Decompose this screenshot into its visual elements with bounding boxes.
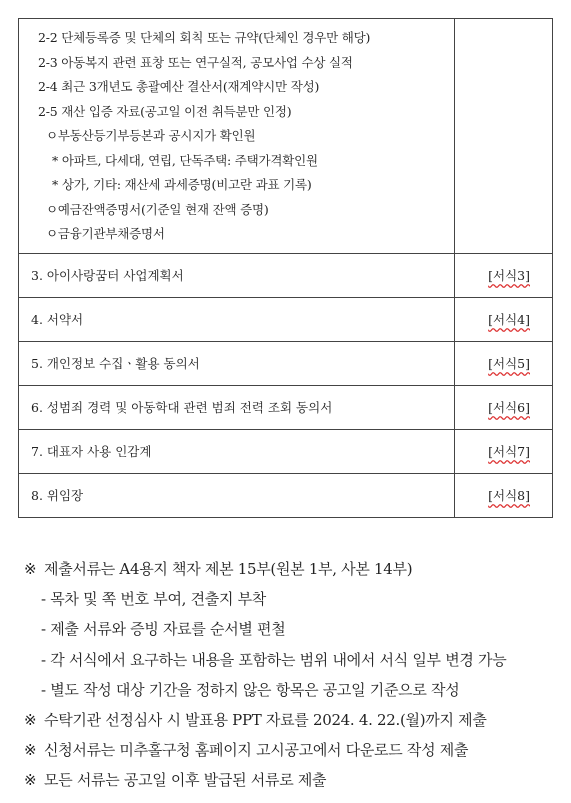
- sub-item: 2-4 최근 3개년도 총괄예산 결산서(재계약시만 작성): [38, 79, 320, 94]
- document-label: 6. 성범죄 경력 및 아동학대 관련 범죄 전력 조회 동의서: [19, 385, 455, 429]
- table-row: [19, 473, 553, 517]
- form-reference: [서식3]: [488, 268, 530, 283]
- reference-mark: ※: [24, 710, 37, 729]
- sub-item: ㅇ부동산등기부등본과 공시지가 확인원: [46, 128, 256, 143]
- table-row: [19, 297, 553, 341]
- submission-notes: [24, 554, 554, 796]
- document-label: 8. 위임장: [19, 473, 455, 517]
- sub-item: 2-2 단체등록증 및 단체의 회칙 또는 규약(단체인 경우만 해당): [38, 30, 371, 45]
- document-label: 3. 아이사랑꿈터 사업계획서: [19, 253, 455, 297]
- required-documents-table: [18, 18, 553, 518]
- note-text: 수탁기관 선정심사 시 발표용 PPT 자료를 2024. 4. 22.(월)까지 제출: [44, 710, 487, 729]
- table-row: [19, 429, 553, 473]
- note-text: 모든 서류는 공고일 이후 발급된 서류로 제출: [44, 771, 327, 790]
- sub-item: 2-3 아동복지 관련 표창 또는 연구실적, 공모사업 수상 실적: [38, 54, 353, 70]
- table-row: [19, 253, 553, 297]
- note-download: [24, 735, 554, 765]
- reference-mark: ※: [24, 771, 37, 790]
- sub-item: ㅇ예금잔액증명서(기준일 현재 잔액 증명): [46, 201, 269, 217]
- note-submission: [24, 554, 554, 584]
- reference-mark: ※: [24, 560, 37, 578]
- form-reference: [서식6]: [488, 400, 530, 415]
- sub-items-cell: [19, 19, 455, 254]
- form-reference: [서식7]: [488, 444, 530, 459]
- note-after-notice: [24, 765, 554, 795]
- document-label: 4. 서약서: [19, 297, 455, 341]
- sub-item: * 아파트, 다세대, 연립, 단독주택: 주택가격확인원: [52, 152, 318, 168]
- form-reference: [서식4]: [488, 312, 530, 327]
- note-sub-item: - 목차 및 쪽 번호 부여, 견출지 부착: [41, 590, 266, 609]
- note-text: 제출서류는 A4용지 책자 제본 15부(원본 1부, 사본 14부): [44, 560, 413, 578]
- sub-item: * 상가, 기타: 재산세 과세증명(비고란 과표 기록): [52, 177, 312, 192]
- note-sub-item: - 각 서식에서 요구하는 내용을 포함하는 범위 내에서 서식 일부 변경 가능: [41, 650, 507, 669]
- document-label: 5. 개인정보 수집ㆍ활용 동의서: [19, 341, 455, 385]
- form-reference: [서식8]: [488, 488, 530, 503]
- form-reference: [서식5]: [488, 356, 530, 371]
- document-label: 7. 대표자 사용 인감계: [19, 429, 455, 473]
- empty-form-cell: [455, 19, 553, 254]
- note-ppt: [24, 705, 554, 735]
- sub-item: ㅇ금융기관부채증명서: [46, 226, 165, 241]
- table-row-sub-items: [19, 19, 553, 254]
- note-sub-item: - 별도 작성 대상 기간을 정하지 않은 항목은 공고일 기준으로 작성: [41, 680, 460, 699]
- table-row: [19, 341, 553, 385]
- sub-item: 2-5 재산 입증 자료(공고일 이전 취득분만 인정): [38, 103, 292, 119]
- table-row: [19, 385, 553, 429]
- note-sub-item: - 제출 서류와 증빙 자료를 순서별 편철: [41, 620, 286, 639]
- note-text: 신청서류는 미추홀구청 홈페이지 고시공고에서 다운로드 작성 제출: [44, 741, 469, 760]
- reference-mark: ※: [24, 741, 37, 760]
